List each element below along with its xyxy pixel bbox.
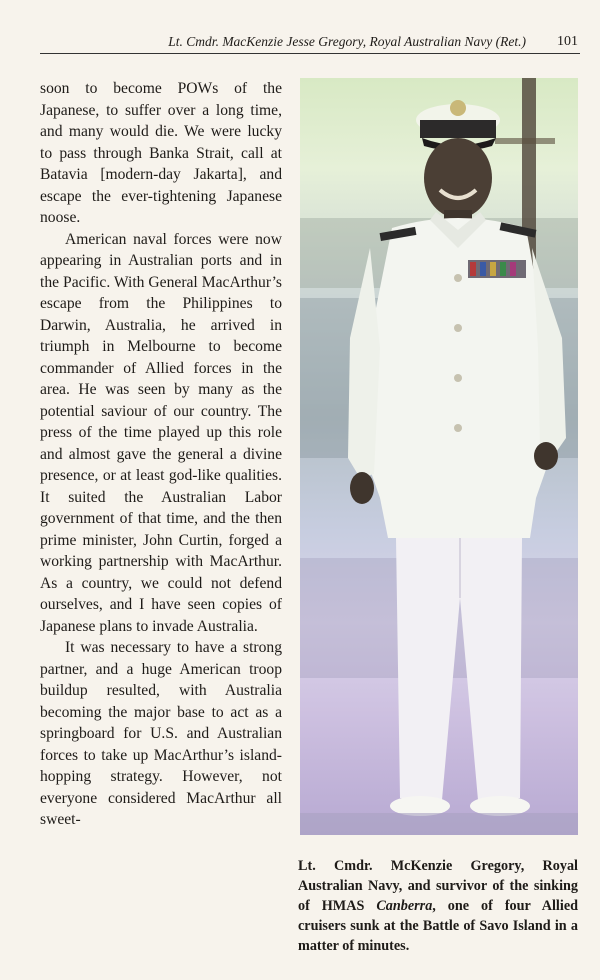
caption-text-start: Lt. Cmdr. McKenzie Gregory, Royal Australian Navy, and survivor of the sinking of HMAS — [298, 858, 578, 914]
paragraph-3: It was necessary to have a strong partner, and a huge American troop buildup resulted, with Australia becoming the major base to act as a springboard for U.S. and Australian forces to take up MacArthur’s island-hopping strategy. However, not everyone considered MacArthur all sweet- — [40, 639, 282, 828]
body-text-column — [40, 78, 282, 831]
paragraph-1: soon to become POWs of the Japanese, to suffer over a long time, and many would die. We were lucky to pass through Banka Strait, call at Batavia [modern-day Jakarta], and escape the ever-tightening Japanese noose. — [40, 80, 282, 226]
officer-photo — [300, 78, 578, 835]
header-rule — [40, 53, 580, 54]
running-head-title: Lt. Cmdr. MacKenzie Jesse Gregory, Royal Australian Navy (Ret.) — [168, 34, 526, 49]
photo-caption — [298, 856, 578, 956]
paragraph-2: American naval forces were now appearing in Australian ports and in the Pacific. With General MacArthur’s escape from the Philippines to Darwin, Australia, he arrived in triumph in Melbourne to become commander of Allied forces in the area. He was seen by many as the potential saviour of our country. The press of the time played up this role and almost gave the general a divine presence, or at least god-like qualities. It suited the Australian Labor government of that time, and the then prime minister, John Curtin, forged a working partnership with MacArthur. As a country, we could not defend ourselves, and I have seen copies of Japanese plans to invade Australia. — [40, 230, 282, 635]
officer-illustration — [300, 78, 578, 835]
caption-ship-name: Canberra — [376, 898, 433, 914]
page-number: 101 — [557, 34, 578, 49]
running-head — [40, 34, 578, 54]
caption-text-end: , one of four Allied cruisers sunk at the Battle of Savo Island in a matter of minutes. — [298, 898, 579, 954]
